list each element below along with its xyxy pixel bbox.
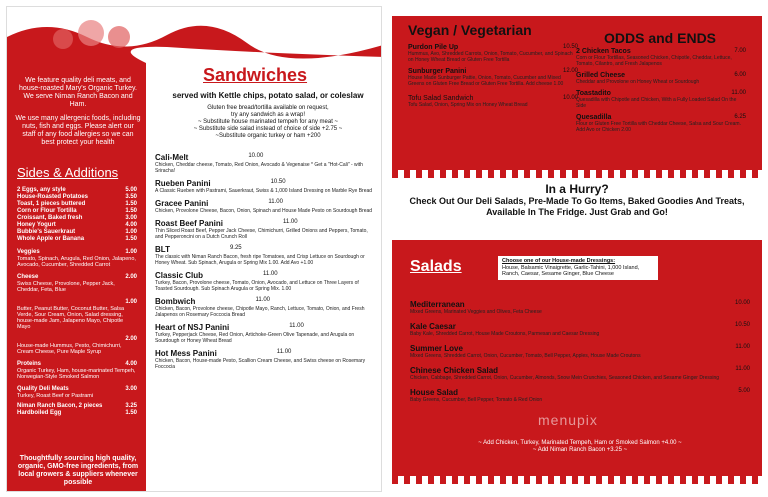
menu-item: Summer Love 11.00 Mixed Greens, Shredded Carrot, Onion, Cucumber, Tomato, Bell Pepper, Apples, House Made Croutons	[410, 344, 750, 359]
odds-list	[576, 48, 746, 138]
dressings-box	[498, 256, 658, 280]
sandwich-list	[155, 153, 377, 375]
side-item: 2 Eggs, any style 5.00	[17, 187, 137, 193]
side-block: Cheese 2.00 Swiss Cheese, Provolone, Pepper Jack, Cheddar, Feta, Blue	[17, 274, 137, 293]
menu-item: BLT 9.25 The classic with Niman Ranch Bacon, fresh ripe Tomatoes, and Crisp Lettuce on Sourdough or Honey Wheat. Sub Spinach, Arugula or Spring Mix 1.00. Add Avo +1.00	[155, 245, 365, 266]
sandwiches-info: Gluten free bread/tortilla available on request, try any sandwich as a wrap! ~ Substitute house marinated tempeh for any meat ~ ~ Substitute side salad instead of choice of side +2.75 ~ ~Substitute organic turkey or ham +200	[193, 105, 343, 139]
right-menu-page	[392, 6, 762, 492]
menupix-watermark: menupix	[538, 412, 598, 428]
menu-item: Rueben Panini 10.50 A Classic Rueben with Pastrami, Sauerkraut, Swiss & 1,000 Island Dressing on Marble Rye Bread	[155, 179, 373, 194]
side-item: Hardboiled Egg 1.50	[17, 410, 137, 416]
menu-item: Mediterranean 10.00 Mixed Greens, Marinated Veggies and Olives, Feta Cheese	[410, 300, 750, 315]
side-block: Proteins 4.00 Organic Turkey, Ham, house-marinated Tempeh, Norwegian-Style Smoked Salmon	[17, 361, 137, 380]
checker-border-bottom	[392, 476, 762, 484]
side-item: Honey Yogurt 4.00	[17, 222, 137, 228]
allergy-paragraph: We use many allergenic foods, including nuts, fish and eggs. Please alert our staff of any food allergies so we can best protect your health	[15, 115, 141, 146]
menu-item: Sunburger Panini 12.00 House Made Sunburger Pattie, Onion, Tomato, Cucumber and Mixed Greens on Gluten Free Bread or Gluten Free Tortilla. Add cheese 1.00	[408, 68, 578, 87]
salads-addons: ~ Add Chicken, Turkey, Marinated Tempeh, Ham or Smoked Salmon +4.00 ~ ~ Add Niman Ranch Bacon +3.25 ~	[478, 440, 682, 453]
left-menu-page	[6, 6, 382, 492]
hurry-title: In a Hurry?	[545, 182, 609, 196]
salad-list	[410, 300, 750, 410]
menu-item: House Salad 5.00 Baby Greens, Cucumber, Bell Pepper, Tomato & Red Onion	[410, 388, 750, 403]
side-item: Corn or Flour Tortilla 1.50	[17, 208, 137, 214]
menu-item: Kale Caesar 10.50 Baby Kale, Shredded Carrot, House Made Croutons, Parmesan and Caesar Dressing	[410, 322, 750, 337]
sourcing-footer: Thoughtfully sourcing high quality, organic, GMO-free ingredients, from local growers & suppliers whenever possible	[17, 455, 139, 486]
hurry-body: Check Out Our Deli Salads, Pre-Made To Go Items, Baked Goodies And Treats, Available In The Fridge. Just Grab and Go!	[409, 196, 745, 217]
vegan-list	[408, 44, 578, 113]
side-item: Toast, 1 pieces buttered 1.50	[17, 201, 137, 207]
menu-item: Grilled Cheese 6.00 Cheddar and Provolone on Honey Wheat or Sourdough	[576, 72, 746, 85]
sides-title: Sides & Additions	[17, 165, 119, 180]
menu-item: Roast Beef Panini 11.00 Thin Sliced Roast Beef, Pepper Jack Cheese, Chimichurri, Grilled Onions and Peppers, Tomato, and Pepperoncini on a Dutch Crunch Roll	[155, 219, 368, 240]
dressings-list: House, Balsamic Vinaigrette, Garlic-Tahini, 1,000 Island, Ranch, Caesar, Sesame Ginger, Blue Cheese	[502, 264, 640, 277]
menu-item: Toastadito 11.00 Quesadilla with Chipotle and Chicken, With a Fully Loaded Salad On the Side	[576, 90, 746, 109]
side-block: 1.00 Butter, Peanut Butter, Coconut Butter, Salsa Verde, Sour Cream, Onion, Salad dressing, house-made Jam, Jalapeno Mayo, Chipotle Mayo	[17, 299, 137, 330]
hurry-section	[392, 182, 762, 218]
odds-title: ODDS and ENDS	[604, 30, 717, 46]
sides-list	[17, 187, 137, 417]
dressings-heading: Choose one of our House-made Dressings:	[502, 258, 616, 264]
sandwiches-title: Sandwiches	[203, 65, 308, 85]
menu-item: Gracee Panini 11.00 Chicken, Provolone Cheese, Bacon, Onion, Spinach and House Made Pesto on Sourdough Bread	[155, 199, 373, 214]
side-block: 2.00 House-made Hummus, Pesto, Chimichurri, Cream Cheese, Pure Maple Syrup	[17, 336, 137, 355]
menu-item: Chinese Chicken Salad 11.00 Chicken, Cabbage, Shredded Carrot, Onion, Cucumber, Almonds, Snow Mein Crunchies, Seasoned Chicken, and Sesame Ginger Dressing	[410, 366, 750, 381]
intro-paragraph: We feature quality deli meats, and house-roasted Mary's Organic Turkey. We serve Niman Ranch Bacon and Ham.	[19, 77, 137, 108]
menu-item: Bombwich 11.00 Chicken, Bacon, Provolone cheese, Chipotle Mayo, Ranch, Lettuce, Tomato, Onion, and Fresh Jalapenos on Rosemary Foccocia Bread	[155, 297, 365, 318]
menu-item: Tofu Salad Sandwich 10.00 Tofu Salad, Onion, Spring Mix on Honey Wheat Bread	[408, 95, 578, 108]
checker-border	[392, 170, 762, 178]
side-item: Niman Ranch Bacon, 2 pieces 3.25	[17, 403, 137, 409]
side-block: Veggies 1.00 Tomato, Spinach, Arugula, Red Onion, Jalapeno, Avocado, Cucumber, Shredded Carrot	[17, 249, 137, 268]
menu-item: Heart of NSJ Panini 11.00 Turkey, Pepperjack Cheese, Red Onion, Artichoke-Green Olive Tapenade, and Arugula on Sourdough or Honey Wheat Bread	[155, 323, 355, 344]
salads-title: Salads	[410, 258, 462, 275]
menu-item: Purdon Pile Up 10.50 Hummus, Avo, Shredded Carrots, Onion, Tomato, Cucumber, and Spinach on Honey Wheat Bread or Gluten Free Tortilla	[408, 44, 578, 63]
vegan-title: Vegan / Vegetarian	[408, 22, 532, 38]
side-item: Whole Apple or Banana 1.50	[17, 236, 137, 242]
side-block: Quality Deli Meats 3.00 Turkey, Roast Beef or Pastrami	[17, 386, 137, 399]
menu-item: Hot Mess Panini 11.00 Chicken, Bacon, House-made Pesto, Scallion Cream Cheese, and Swiss cheese on Rosemary Foccocia	[155, 349, 366, 370]
side-item: House-Roasted Potatoes 3.50	[17, 194, 137, 200]
side-item: Croissant, Baked fresh 3.00	[17, 215, 137, 221]
menu-item: Classic Club 11.00 Turkey, Bacon, Provolone cheese, Tomato, Onion, Avocado, and Lettuce on Three Layers of Toasted Sourdough. Sub Spinach Arugula or Spring Mix. 1.00	[155, 271, 359, 292]
sandwiches-subtitle: served with Kettle chips, potato salad, or coleslaw	[172, 91, 364, 100]
menu-item: 2 Chicken Tacos 7.00 Corn or Flour Tortillas, Seasoned Chicken, Chipotle, Cheddar, Lettuce, Tomato, Cilantro, and Fresh Jalapenos	[576, 48, 746, 67]
menu-item: Cali-Melt 10.00 Chicken, Cheddar cheese, Tomato, Red Onion, Avocado & Vegenaise * Get a "Hot-Cali" - with Sriracha!	[155, 153, 363, 174]
menu-item: Quesadilla 6.25 Flour or Gluten Free Tortilla with Cheddar Cheese, Salsa and Sour Cream. Add Avo or Chicken 2.00	[576, 114, 746, 133]
intro-text	[15, 77, 141, 153]
side-item: Bubbie's Sauerkraut 1.00	[17, 229, 137, 235]
